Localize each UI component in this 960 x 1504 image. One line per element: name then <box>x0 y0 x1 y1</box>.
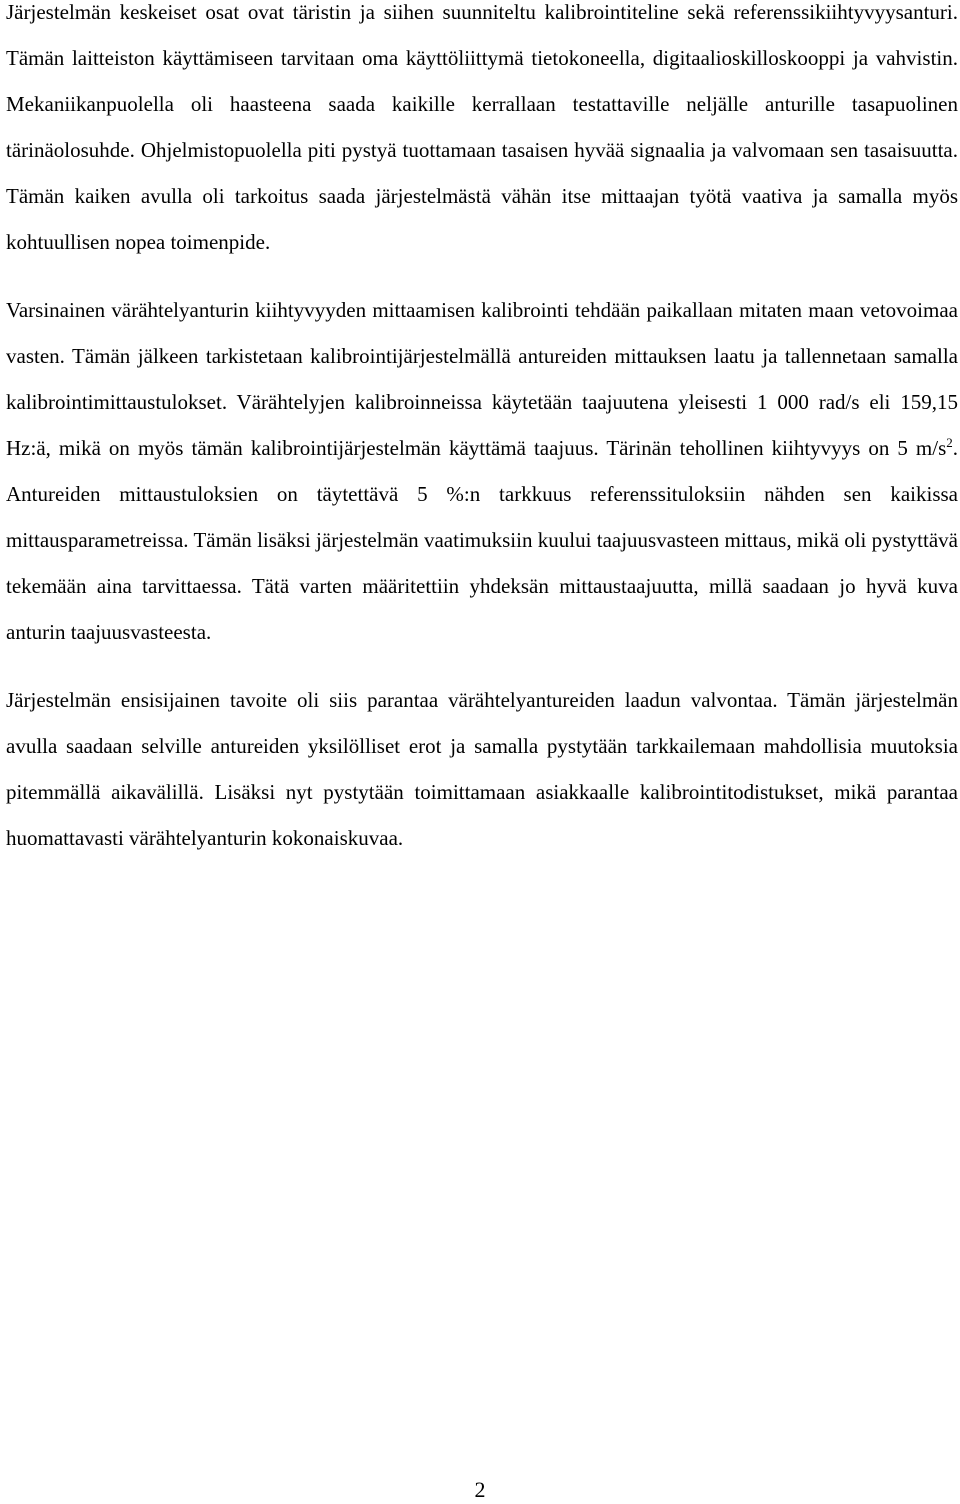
paragraph-system-goal: Järjestelmän ensisijainen tavoite oli siis parantaa värähtelyantureiden laadun valvontaa. Tämän järjestelmän avulla saadaan selville antureiden yksilölliset erot ja samalla pystytään tarkkailemaan mahdollisia muutoksia pitemmällä aikavälillä. Lisäksi nyt pystytään toimittamaan asiakkaalle kalibrointitodistukset, mikä parantaa huomattavasti värähtelyanturin kokonaiskuvaa. <box>6 688 958 850</box>
paragraph-calibration-text-start: Varsinainen värähtelyanturin kiihtyvyyden mittaamisen kalibrointi tehdään paikallaan mitaten maan vetovoimaa vasten. Tämän jälkeen tarkistetaan kalibrointijärjestelmällä antureiden mittauksen laatu ja tallennetaan samalla kalibrointimittaustulokset. Värähtelyjen kalibroinneissa käytetään taajuutena yleisesti 1 000 rad/s eli 159,15 Hz:ä, mikä on myös tämän kalibrointijärjestelmän käyttämä taajuus. Tärinän tehollinen kiihtyvyys on 5 m/s <box>6 298 958 460</box>
paragraph-calibration-details <box>6 287 958 655</box>
paragraph-calibration-text-end: . Antureiden mittaustuloksien on täytettävä 5 %:n tarkkuus referenssituloksiin nähden sen kaikissa mittausparametreissa. Tämän lisäksi järjestelmän vaatimuksiin kuului taajuusvasteen mittaus, mikä oli pystyttävä tekemään aina tarvittaessa. Tätä varten määritettiin yhdeksän mittaustaajuutta, millä saadaan jo hyvä kuva anturin taajuusvasteesta. <box>6 436 958 644</box>
paragraph-system-components: Järjestelmän keskeiset osat ovat täristin ja siihen suunniteltu kalibrointiteline sekä referenssikiihtyvyysanturi. Tämän laitteiston käyttämiseen tarvitaan oma käyttöliittymä tietokoneella, digitaalioskilloskooppi ja vahvistin. Mekaniikanpuolella oli haasteena saada kaikille kerrallaan testattaville neljälle anturille tasapuolinen tärinäolosuhde. Ohjelmistopuolella piti pystyä tuottamaan tasaisen hyvää signaalia ja valvomaan sen tasaisuutta. Tämän kaiken avulla oli tarkoitus saada järjestelmästä vähän itse mittaajan työtä vaativa ja samalla myös kohtuullisen nopea toimenpide. <box>6 0 958 254</box>
page-number: 2 <box>474 1477 486 1502</box>
superscript-exponent: 2 <box>946 435 953 450</box>
document-page <box>6 0 958 861</box>
